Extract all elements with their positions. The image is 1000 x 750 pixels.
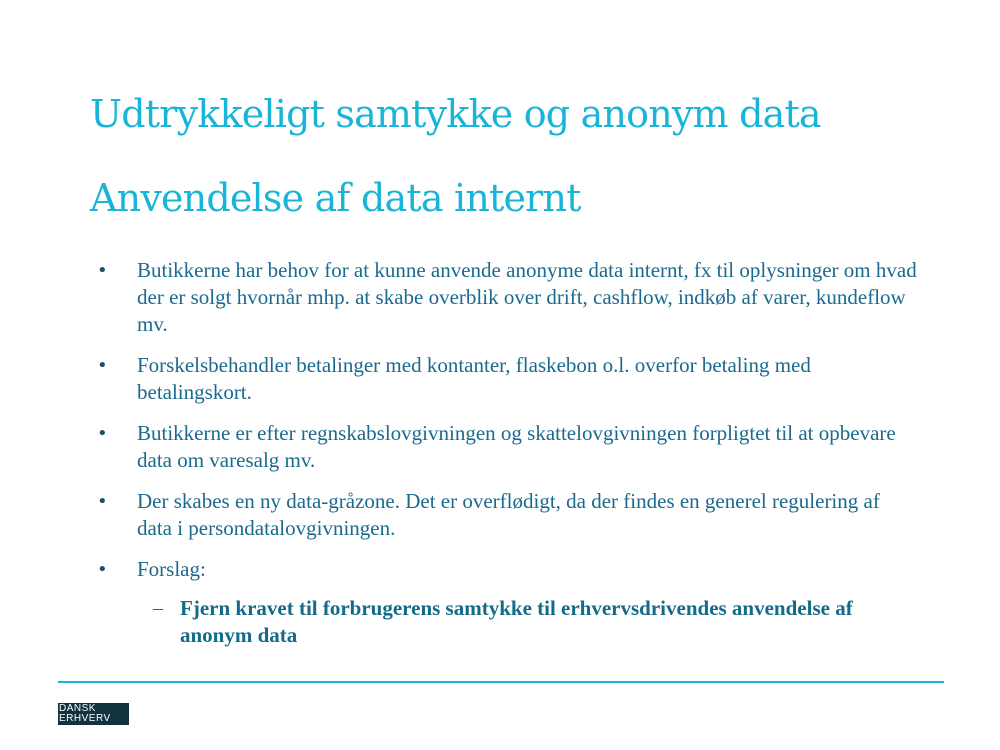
dash-icon: –: [153, 597, 163, 619]
bullet-item: [97, 420, 917, 474]
bullet-dot-icon: •: [97, 423, 108, 444]
bullet-item: [97, 257, 917, 338]
bullet-dot-icon: •: [97, 355, 108, 376]
bullet-text: Butikkerne er efter regnskabslovgivningen og skattelovgivningen forpligtet til at opbevare data om varesalg mv.: [137, 421, 896, 472]
bullet-dot-icon: •: [97, 559, 108, 580]
bullet-list: [97, 257, 917, 649]
footer-divider: [58, 681, 944, 683]
bullet-text: Forskelsbehandler betalinger med kontanter, flaskebon o.l. overfor betaling med betalingskort.: [137, 353, 811, 404]
sub-bullet: [153, 595, 917, 649]
bullet-item: [97, 352, 917, 406]
bullet-dot-icon: •: [97, 491, 108, 512]
bullet-text: Forslag:: [137, 557, 206, 581]
bullet-item-proposal: [97, 556, 917, 649]
bullet-text: Butikkerne har behov for at kunne anvende anonyme data internt, fx til oplysninger om hvad der er solgt hvornår mhp. at skabe overblik over drift, cashflow, indkøb af varer, kundeflow mv.: [137, 258, 917, 336]
dansk-erhverv-logo: [58, 703, 129, 725]
bullet-dot-icon: •: [97, 260, 108, 281]
bullet-row: [97, 556, 917, 583]
bullet-text: Der skabes en ny data-gråzone. Det er overflødigt, da der findes en generel regulering af data i persondatalovgivningen.: [137, 489, 880, 540]
slide-subtitle: Anvendelse af data internt: [90, 176, 581, 220]
logo-line-1: DANSK: [59, 703, 96, 714]
bullet-item: [97, 488, 917, 542]
sub-bullet-text: Fjern kravet til forbrugerens samtykke til erhvervsdrivendes anvendelse af anonym data: [180, 596, 853, 647]
logo-line-2: ERHVERV: [59, 713, 111, 724]
slide-title: Udtrykkeligt samtykke og anonym data: [90, 92, 821, 136]
